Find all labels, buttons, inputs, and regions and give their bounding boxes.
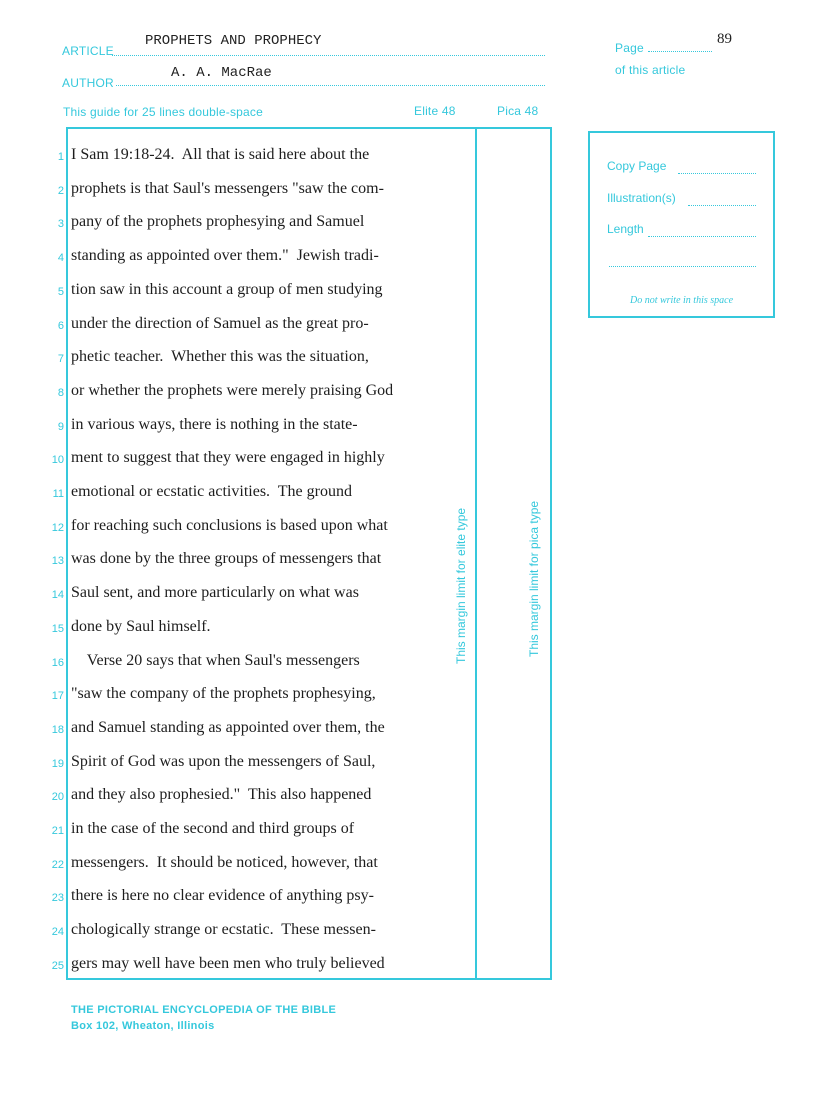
line-number: 15 bbox=[51, 623, 64, 635]
manuscript-line: there is here no clear evidence of anything psy- bbox=[71, 887, 374, 904]
line-number: 23 bbox=[51, 892, 64, 904]
manuscript-line: for reaching such conclusions is based upon what bbox=[71, 517, 388, 534]
line-number: 18 bbox=[51, 724, 64, 736]
article-rule bbox=[112, 55, 545, 56]
page-number: 89 bbox=[717, 31, 732, 47]
manuscript-line: was done by the three groups of messengers that bbox=[71, 550, 382, 567]
line-number: 6 bbox=[57, 320, 64, 332]
illustrations-rule bbox=[688, 205, 756, 206]
manuscript-line: in the case of the second and third groups of bbox=[71, 820, 355, 837]
line-number: 12 bbox=[51, 522, 64, 534]
editor-box bbox=[588, 131, 775, 318]
manuscript-line: chologically strange or ecstatic. These messen- bbox=[71, 921, 376, 938]
manuscript-line: emotional or ecstatic activities. The ground bbox=[71, 483, 352, 500]
line-number: 3 bbox=[57, 218, 64, 230]
manuscript-line: tion saw in this account a group of men studying bbox=[71, 281, 383, 298]
pica-label: Pica 48 bbox=[497, 104, 539, 118]
manuscript-line: under the direction of Samuel as the great pro- bbox=[71, 315, 369, 332]
manuscript-line: I Sam 19:18-24. All that is said here about the bbox=[71, 146, 370, 163]
manuscript-line: messengers. It should be noticed, however, that bbox=[71, 854, 378, 871]
line-number: 14 bbox=[51, 589, 64, 601]
manuscript-line: and they also prophesied." This also happened bbox=[71, 786, 372, 803]
copy-page-label: Copy Page bbox=[607, 159, 667, 173]
elite-margin-label: This margin limit for elite type bbox=[454, 507, 468, 664]
page-rule bbox=[648, 51, 712, 52]
length-rule bbox=[648, 236, 756, 237]
manuscript-line: Spirit of God was upon the messengers of Saul, bbox=[71, 753, 376, 770]
page-label: Page bbox=[615, 41, 644, 55]
article-title: PROPHETS AND PROPHECY bbox=[145, 33, 322, 49]
line-number: 24 bbox=[51, 926, 64, 938]
line-number: 17 bbox=[51, 690, 64, 702]
line-number: 22 bbox=[51, 859, 64, 871]
manuscript-line: standing as appointed over them." Jewish tradi- bbox=[71, 247, 379, 264]
manuscript-line: done by Saul himself. bbox=[71, 618, 211, 635]
line-number: 5 bbox=[57, 286, 64, 298]
line-number: 16 bbox=[51, 657, 64, 669]
line-number: 8 bbox=[57, 387, 64, 399]
guide-text: This guide for 25 lines double-space bbox=[63, 105, 263, 119]
line-number: 25 bbox=[51, 960, 64, 972]
line-number: 9 bbox=[57, 421, 64, 433]
no-write-note: Do not write in this space bbox=[629, 295, 734, 306]
line-number: 2 bbox=[57, 185, 64, 197]
manuscript-line: Saul sent, and more particularly on what was bbox=[71, 584, 359, 601]
author-label: AUTHOR bbox=[62, 76, 114, 90]
manuscript-line: "saw the company of the prophets prophesying, bbox=[71, 685, 376, 702]
manuscript-line: and Samuel standing as appointed over them, the bbox=[71, 719, 385, 736]
author-rule bbox=[116, 85, 545, 86]
length-label: Length bbox=[607, 222, 644, 236]
copy-page-rule bbox=[678, 173, 756, 174]
pica-margin-label: This margin limit for pica type bbox=[527, 500, 541, 657]
manuscript-line: gers may well have been men who truly believed bbox=[71, 955, 385, 972]
page-sub-label: of this article bbox=[615, 63, 686, 77]
manuscript-line: ment to suggest that they were engaged in highly bbox=[71, 449, 385, 466]
manuscript-line: Verse 20 says that when Saul's messengers bbox=[71, 652, 360, 669]
author-name: A. A. MacRae bbox=[171, 65, 272, 81]
manuscript-line: or whether the prophets were merely praising God bbox=[71, 382, 394, 399]
manuscript-line: in various ways, there is nothing in the state- bbox=[71, 416, 358, 433]
publisher-address: Box 102, Wheaton, Illinois bbox=[71, 1020, 215, 1032]
line-number: 20 bbox=[51, 791, 64, 803]
article-label: ARTICLE bbox=[62, 44, 114, 58]
line-number: 7 bbox=[57, 353, 64, 365]
illustrations-label: Illustration(s) bbox=[607, 191, 676, 205]
line-number: 21 bbox=[51, 825, 64, 837]
line-number: 13 bbox=[51, 555, 64, 567]
elite-margin-line bbox=[475, 128, 477, 978]
manuscript-line: prophets is that Saul's messengers "saw the com- bbox=[71, 180, 384, 197]
line-number: 19 bbox=[51, 758, 64, 770]
elite-label: Elite 48 bbox=[414, 104, 456, 118]
manuscript-line: pany of the prophets prophesying and Samuel bbox=[71, 213, 365, 230]
extra-rule bbox=[609, 266, 756, 267]
line-number: 4 bbox=[57, 252, 64, 264]
publisher-name: THE PICTORIAL ENCYCLOPEDIA OF THE BIBLE bbox=[71, 1004, 337, 1016]
line-number: 10 bbox=[51, 454, 64, 466]
manuscript-line: phetic teacher. Whether this was the situation, bbox=[71, 348, 369, 365]
line-number: 1 bbox=[57, 151, 64, 163]
line-number: 11 bbox=[52, 488, 64, 500]
